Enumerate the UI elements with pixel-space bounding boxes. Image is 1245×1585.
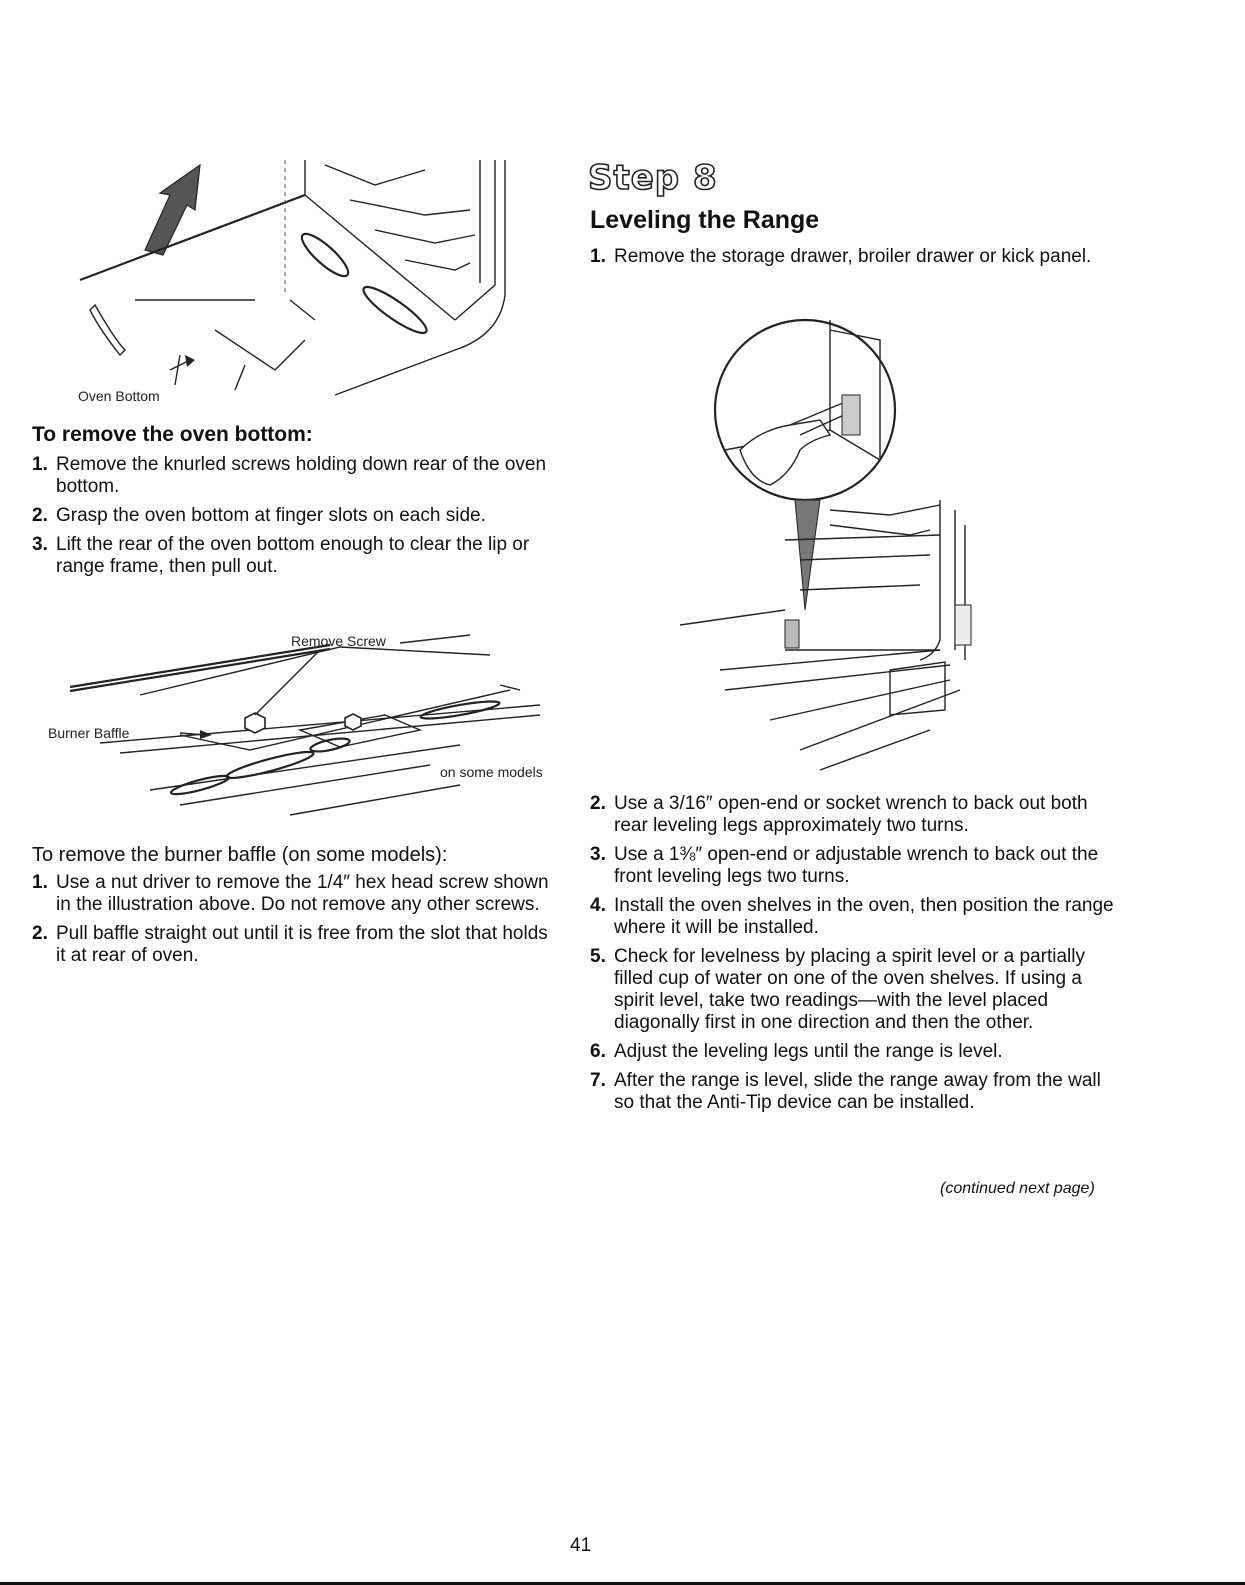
remove-screw-label: Remove Screw xyxy=(291,633,386,649)
leveling-step-1 xyxy=(590,246,1115,275)
oven-bottom-section xyxy=(32,424,557,585)
burner-baffle-label: Burner Baffle xyxy=(48,725,130,741)
list-item: 2. Use a 3/16″ open-end or socket wrench to back out both rear leveling legs approximately two turns. xyxy=(590,793,1088,836)
section-title: Leveling the Range xyxy=(590,206,820,234)
list-item: 1. Remove the storage drawer, broiler drawer or kick panel. xyxy=(590,246,1092,267)
some-models-label: on some models xyxy=(440,764,543,780)
list-item: 3. Use a 1⅜″ open-end or adjustable wrench to back out the front leveling legs two turns. xyxy=(590,844,1099,887)
list-item: 3. Lift the rear of the oven bottom enough to clear the lip or range frame, then pull out. xyxy=(32,534,530,577)
step-title: Step 8 xyxy=(588,158,718,198)
leveling-leg-illustration xyxy=(690,310,1010,790)
continued-note: (continued next page) xyxy=(940,1180,1095,1197)
oven-bottom-heading: To remove the oven bottom: xyxy=(32,423,313,446)
list-item: 6. Adjust the leveling legs until the range is level. xyxy=(590,1041,1003,1062)
list-item: 1. Remove the knurled screws holding down rear of the oven bottom. xyxy=(32,454,547,497)
leveling-steps xyxy=(590,793,1115,1121)
list-item: 2. Pull baffle straight out until it is free from the slot that holds it at rear of oven. xyxy=(32,923,548,966)
burner-baffle-intro: To remove the burner baffle (on some models): xyxy=(32,844,448,866)
burner-baffle-section xyxy=(32,844,557,974)
oven-bottom-illustration xyxy=(75,155,525,405)
page-number: 41 xyxy=(570,1535,592,1556)
list-item: 4. Install the oven shelves in the oven, then position the range where it will be installed. xyxy=(590,895,1114,938)
list-item: 2. Grasp the oven bottom at finger slots on each side. xyxy=(32,505,486,526)
oven-bottom-label: Oven Bottom xyxy=(78,388,160,404)
burner-baffle-steps xyxy=(32,872,557,967)
list-item: 5. Check for levelness by placing a spirit level or a partially filled cup of water on one of the oven shelves. If using a spirit level, take two readings—with the level placed diagonally first in one direction and then the other. xyxy=(590,946,1085,1033)
list-item: 1. Use a nut driver to remove the 1/4″ hex head screw shown in the illustration above. Do not remove any other screws. xyxy=(32,872,549,915)
list-item: 7. After the range is level, slide the range away from the wall so that the Anti-Tip device can be installed. xyxy=(590,1070,1101,1113)
oven-bottom-steps xyxy=(32,454,557,578)
